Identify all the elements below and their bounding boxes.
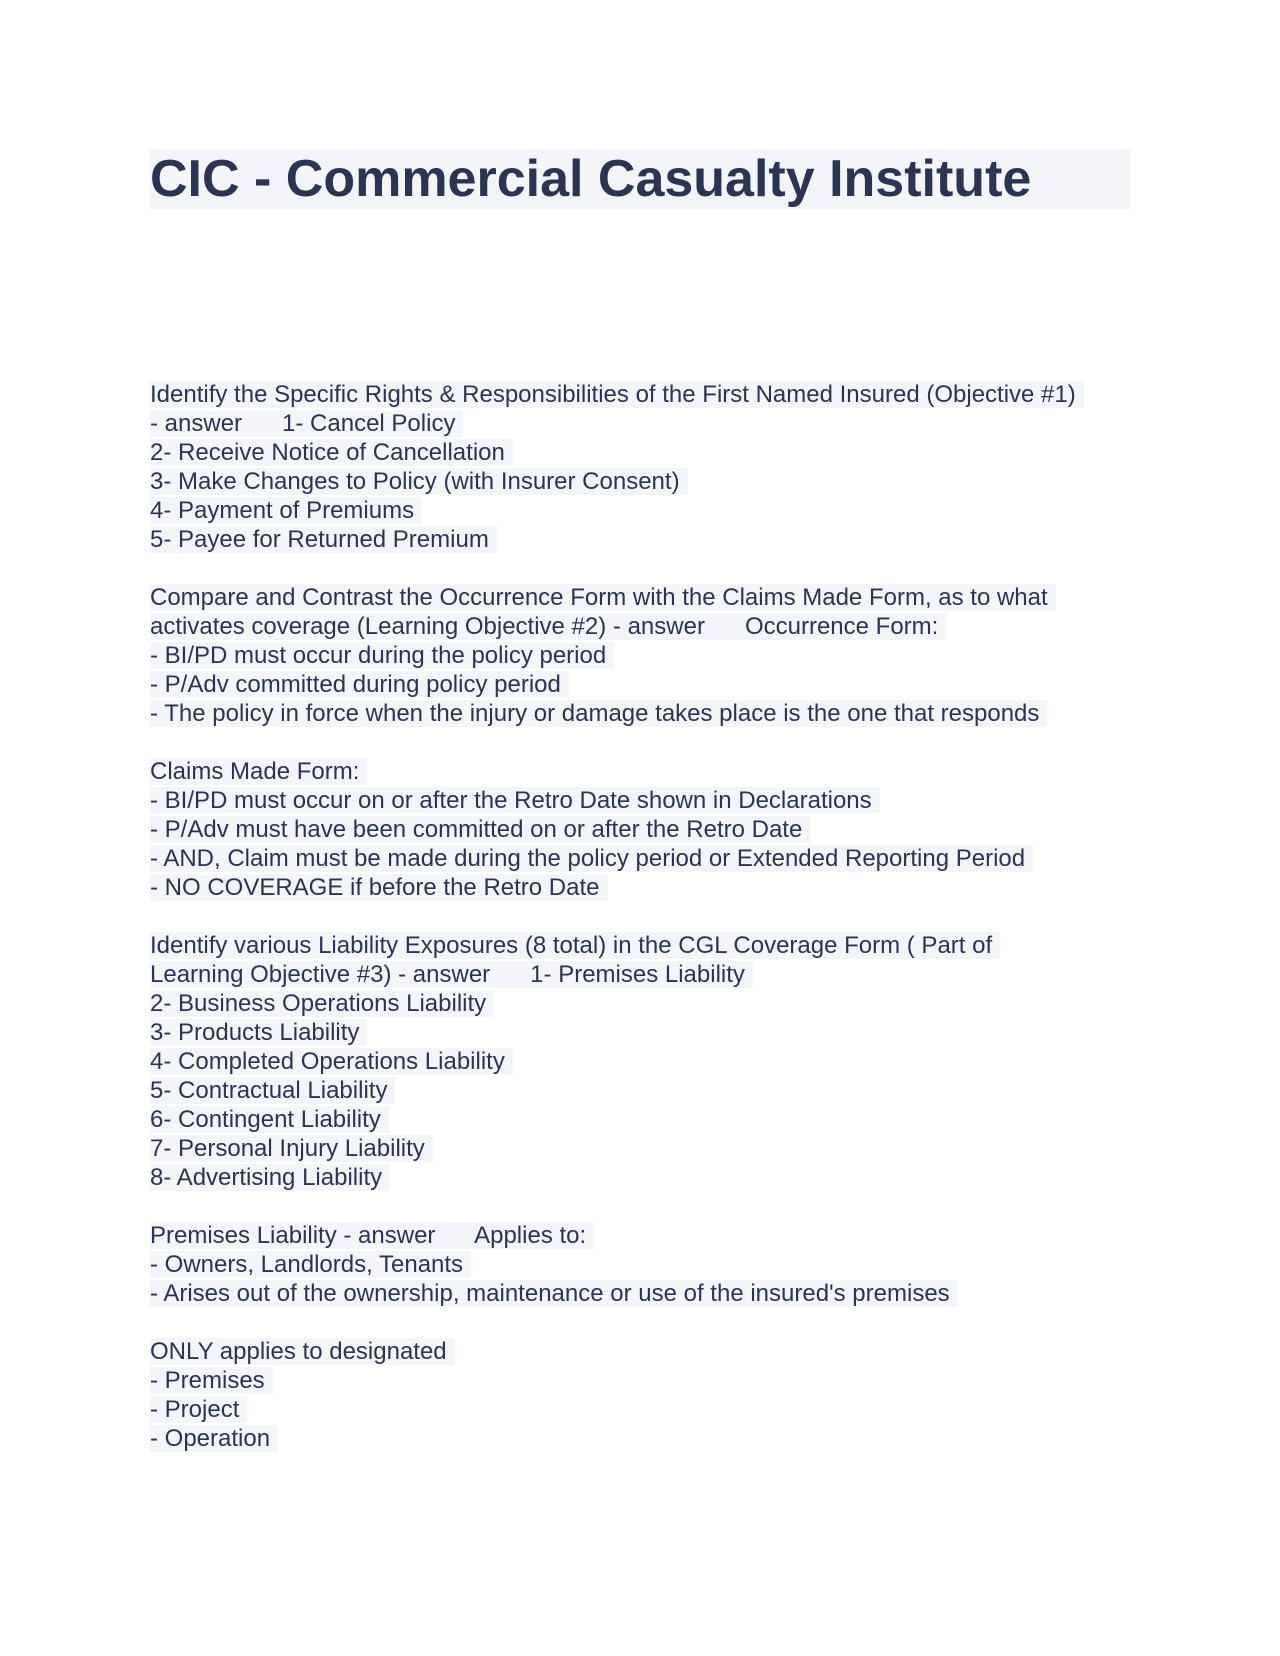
line-text: Learning Objective #3) - answer 1- Premises Liability — [150, 961, 753, 988]
line-text: - answer 1- Cancel Policy — [150, 410, 463, 437]
text-block — [150, 757, 1130, 902]
line-text: Claims Made Form: — [150, 758, 367, 785]
text-line — [150, 1221, 1130, 1250]
line-text: Compare and Contrast the Occurrence Form with the Claims Made Form, as to what — [150, 584, 1056, 611]
text-block — [150, 931, 1130, 1192]
text-block — [150, 583, 1130, 728]
text-line — [150, 1076, 1130, 1105]
line-text: 8- Advertising Liability — [150, 1164, 390, 1191]
line-text: - P/Adv committed during policy period — [150, 671, 569, 698]
line-text: 4- Payment of Premiums — [150, 497, 422, 524]
text-line — [150, 1395, 1130, 1424]
line-text: activates coverage (Learning Objective #2) - answer Occurrence Form: — [150, 613, 946, 640]
text-line — [150, 1250, 1130, 1279]
text-line — [150, 380, 1130, 409]
text-line — [150, 1105, 1130, 1134]
line-text: - AND, Claim must be made during the policy period or Extended Reporting Period — [150, 845, 1033, 872]
line-text: 5- Payee for Returned Premium — [150, 526, 497, 553]
line-text: - P/Adv must have been committed on or after the Retro Date — [150, 816, 810, 843]
text-line — [150, 960, 1130, 989]
text-line — [150, 1366, 1130, 1395]
text-line — [150, 1424, 1130, 1453]
line-text: Premises Liability - answer Applies to: — [150, 1222, 594, 1249]
line-text: - Arises out of the ownership, maintenance or use of the insured's premises — [150, 1280, 958, 1307]
line-text: - Owners, Landlords, Tenants — [150, 1251, 471, 1278]
title-highlight — [150, 149, 1130, 209]
line-text: 3- Products Liability — [150, 1019, 367, 1046]
line-text: 7- Personal Injury Liability — [150, 1135, 433, 1162]
text-line — [150, 786, 1130, 815]
line-text: - Premises — [150, 1367, 273, 1394]
text-block — [150, 1337, 1130, 1453]
text-line — [150, 525, 1130, 554]
text-line — [150, 670, 1130, 699]
line-text: - BI/PD must occur during the policy period — [150, 642, 614, 669]
text-line — [150, 931, 1130, 960]
line-text: 2- Business Operations Liability — [150, 990, 494, 1017]
text-line — [150, 467, 1130, 496]
text-line — [150, 844, 1130, 873]
text-line — [150, 1163, 1130, 1192]
line-text: - BI/PD must occur on or after the Retro Date shown in Declarations — [150, 787, 880, 814]
text-line — [150, 873, 1130, 902]
line-text: ONLY applies to designated — [150, 1338, 455, 1365]
text-line — [150, 1279, 1130, 1308]
line-text: 6- Contingent Liability — [150, 1106, 389, 1133]
text-line — [150, 641, 1130, 670]
line-text: - NO COVERAGE if before the Retro Date — [150, 874, 608, 901]
line-text: 2- Receive Notice of Cancellation — [150, 439, 513, 466]
line-text: - The policy in force when the injury or damage takes place is the one that responds — [150, 700, 1047, 727]
document-body — [150, 380, 1130, 1482]
text-line — [150, 1337, 1130, 1366]
text-line — [150, 438, 1130, 467]
line-text: 5- Contractual Liability — [150, 1077, 395, 1104]
text-line — [150, 1018, 1130, 1047]
text-line — [150, 989, 1130, 1018]
text-line — [150, 1047, 1130, 1076]
text-line — [150, 496, 1130, 525]
text-line — [150, 815, 1130, 844]
line-text: 4- Completed Operations Liability — [150, 1048, 513, 1075]
text-line — [150, 1134, 1130, 1163]
text-line — [150, 757, 1130, 786]
line-text: Identify the Specific Rights & Responsibilities of the First Named Insured (Objective #1) — [150, 381, 1084, 408]
text-line — [150, 612, 1130, 641]
text-line — [150, 583, 1130, 612]
line-text: - Project — [150, 1396, 247, 1423]
text-block — [150, 1221, 1130, 1308]
line-text: - Operation — [150, 1425, 278, 1452]
line-text: Identify various Liability Exposures (8 total) in the CGL Coverage Form ( Part of — [150, 932, 1000, 959]
text-line — [150, 409, 1130, 438]
text-block — [150, 380, 1130, 554]
line-text: 3- Make Changes to Policy (with Insurer Consent) — [150, 468, 688, 495]
page-title: CIC - Commercial Casualty Institute — [150, 150, 1032, 208]
text-line — [150, 699, 1130, 728]
